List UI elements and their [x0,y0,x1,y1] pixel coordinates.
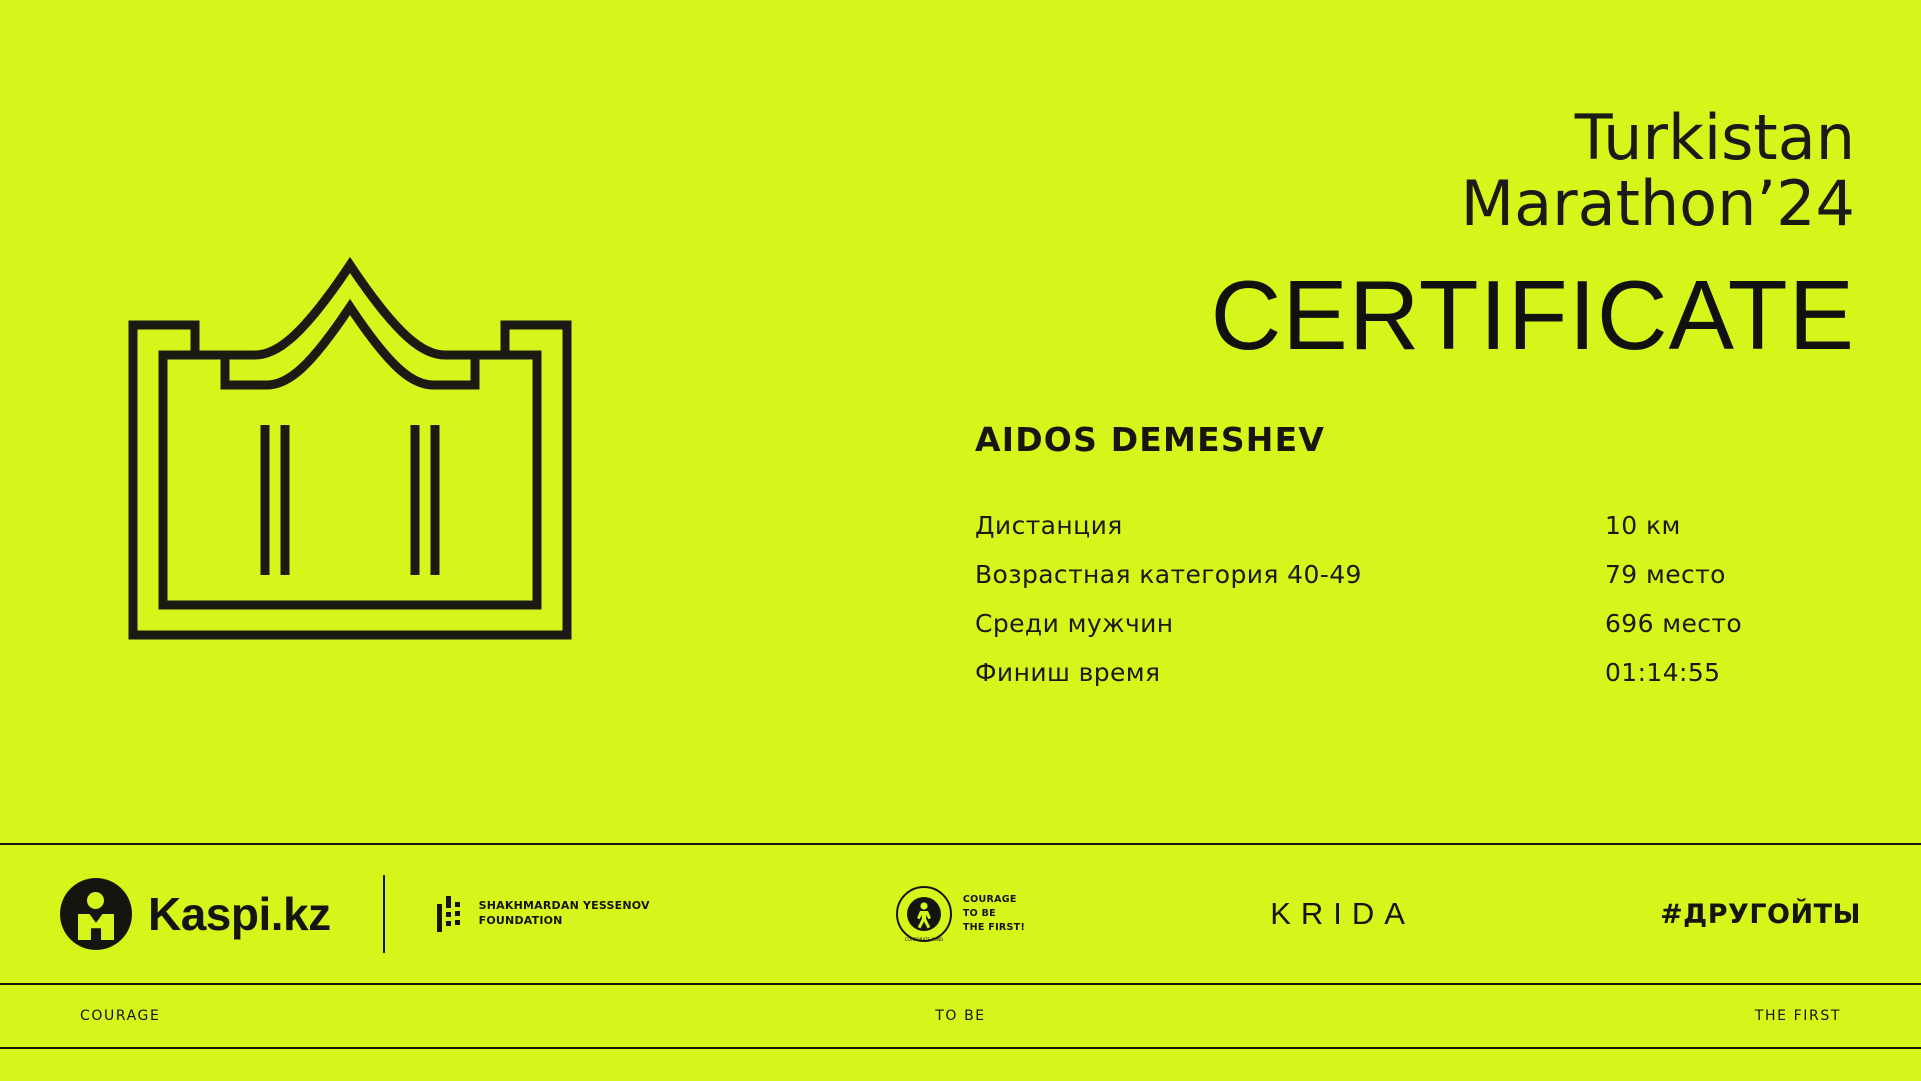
yessenov-label [479,899,650,929]
sponsor-separator [383,875,385,953]
courage-fund-icon [895,885,953,943]
table-row [975,599,1855,648]
table-row [975,501,1855,550]
result-label: Среди мужчин [975,608,1174,638]
certificate-details [975,101,1855,697]
event-title-line2: Marathon’24 [1460,167,1855,241]
yessenov-line1: SHAKHMARDAN YESSENOV [478,899,650,913]
sponsor-courage-fund [895,885,1025,943]
courage-fund-line2: TO BE [962,908,996,920]
certificate-word: CERTIFICATE [1210,259,1855,370]
table-row [975,648,1855,697]
event-title-line1: Turkistan [1574,101,1855,174]
results-table [975,501,1855,697]
result-label: Возрастная категория 40-49 [975,559,1362,589]
courage-fund-line3: THE FIRST! [962,921,1026,933]
tagline-middle: TO BE [935,1008,986,1024]
result-label: Дистанция [975,510,1123,540]
svg-text:CORPORATE FUND: CORPORATE FUND [904,937,944,942]
athlete-name: AIDOS DEMESHEV [975,419,1326,459]
sponsor-yessenov [437,896,650,932]
tagline-right: THE FIRST [1754,1008,1841,1024]
yessenov-foundation-icon [437,896,467,932]
yessenov-line2: FOUNDATION [478,914,563,927]
kaspi-label: Kaspi.kz [148,888,331,940]
courage-fund-line1: COURAGE [962,894,1017,906]
result-value: 10 км [1605,510,1681,540]
tagline-strip [0,985,1921,1047]
result-value: 696 место [1605,608,1743,638]
result-value: 01:14:55 [1605,657,1721,687]
tagline-left: COURAGE [80,1008,161,1024]
sponsors-strip [0,845,1921,983]
sponsor-hashtag: #ДРУГОЙТЫ [1660,898,1861,930]
result-value: 79 место [1605,559,1726,589]
bottom-padding [0,1049,1921,1077]
sponsor-krida: KRIDA [1270,896,1415,931]
kaspi-logo-icon [60,878,132,950]
result-label: Финиш время [975,657,1161,687]
table-row [975,550,1855,599]
sponsor-kaspi [60,878,331,950]
mosque-arch-icon [70,245,630,745]
event-title [975,101,1855,241]
courage-fund-label [963,893,1025,934]
